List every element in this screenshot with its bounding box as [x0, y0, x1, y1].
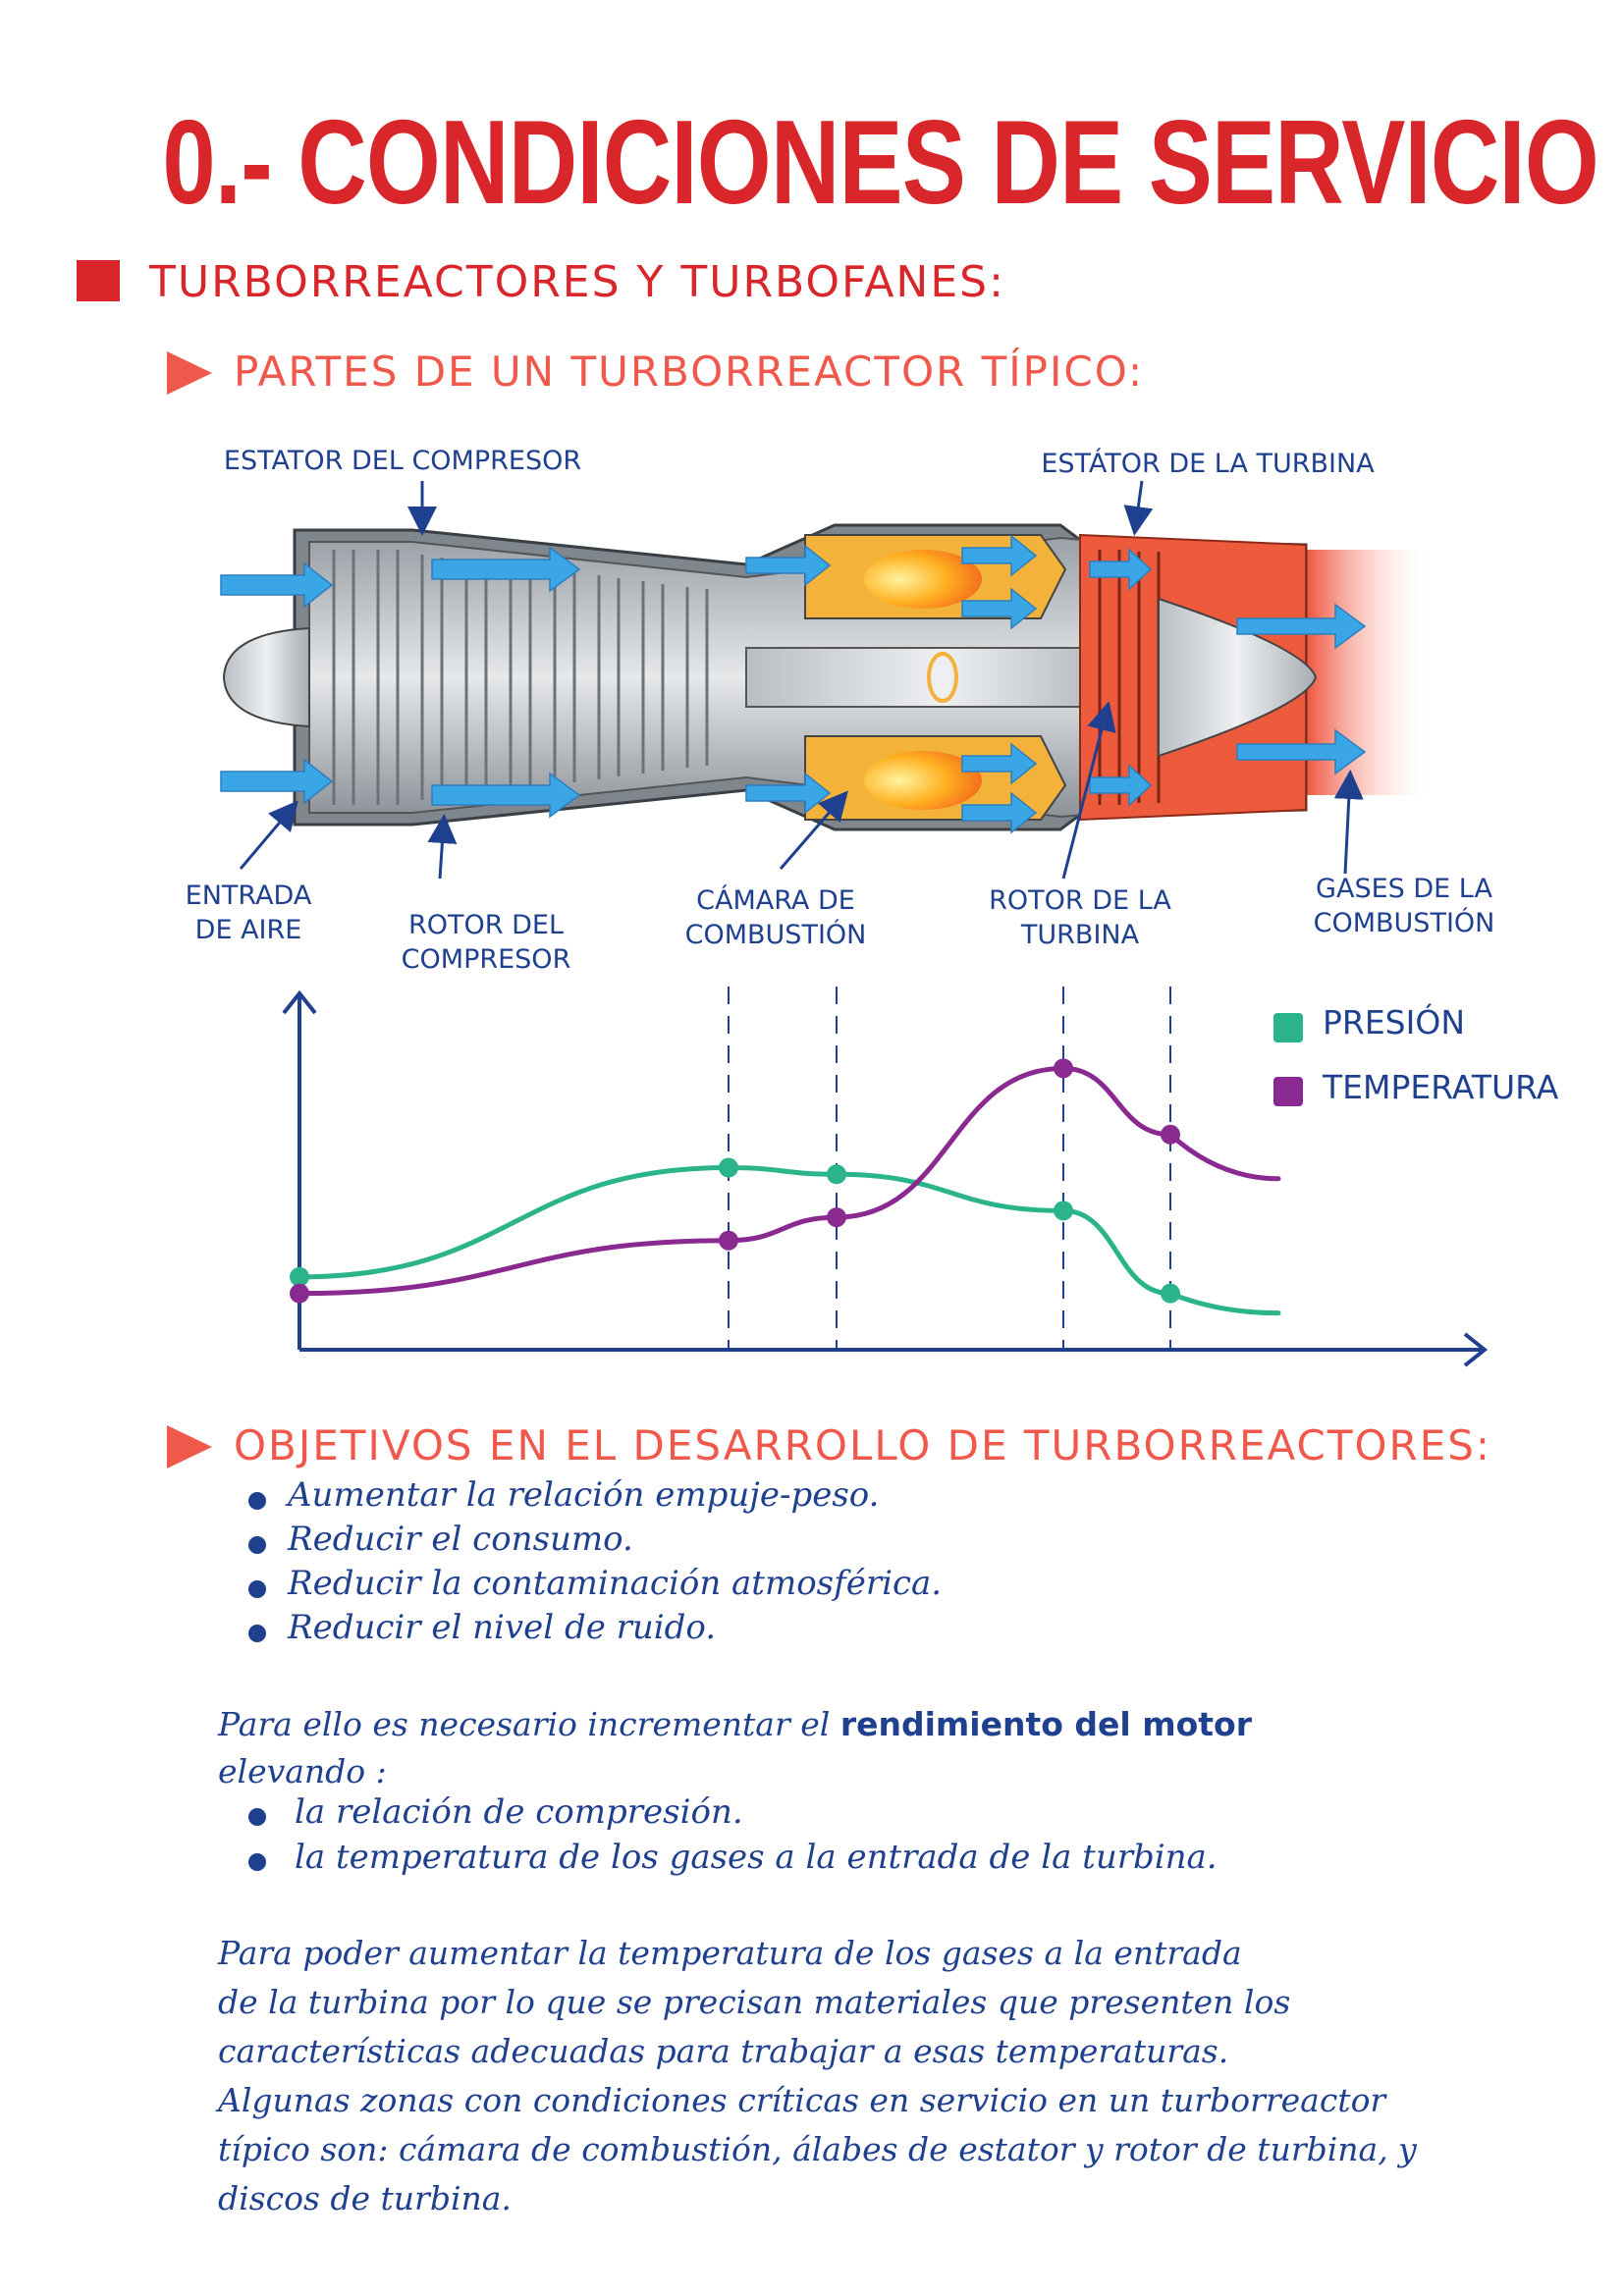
objective-item: Reducir el nivel de ruido.: [288, 1608, 717, 1647]
data-point-pressure: [719, 1158, 738, 1178]
paragraph-materiales: [218, 1929, 1612, 2223]
data-point-pressure: [1054, 1201, 1073, 1220]
label-estator-compresor: ESTATOR DEL COMPRESOR: [223, 446, 582, 476]
emphasis-text: rendimiento del motor: [839, 1705, 1252, 1743]
data-point-temperature: [1054, 1058, 1073, 1078]
label-camara-combustion: CÁMARA DE COMBUSTIÓN: [684, 885, 867, 951]
bullet-dot-icon: [248, 1492, 266, 1510]
label-rotor-turbina: ROTOR DE LA TURBINA: [989, 885, 1171, 951]
triangle-bullet-icon: [167, 1425, 212, 1468]
legend-label-temperature: TEMPERATURA: [1323, 1068, 1559, 1106]
series-line-temperature: [299, 1068, 1278, 1293]
data-point-pressure: [1161, 1284, 1180, 1304]
label-rotor-compresor: ROTOR DEL COMPRESOR: [401, 910, 571, 976]
data-point-temperature: [827, 1207, 846, 1227]
paragraph-line: características adecuadas para trabajar a esas temperaturas.: [218, 2032, 1229, 2070]
list-item: la temperatura de los gases a la entrada de la turbina.: [295, 1838, 1218, 1877]
label-entrada-aire: ENTRADA DE AIRE: [185, 881, 312, 946]
page-title: 0.- CONDICIONES DE SERVICIO: [162, 95, 1598, 229]
paragraph-line: discos de turbina.: [218, 2179, 512, 2217]
paragraph-line: Algunas zonas con condiciones críticas en servicio en un turborreactor: [218, 2081, 1386, 2119]
legend-label-pressure: PRESIÓN: [1323, 1003, 1466, 1041]
data-point-temperature: [719, 1231, 738, 1251]
legend-swatch-temperature: [1273, 1077, 1303, 1106]
bullet-dot-icon: [248, 1536, 266, 1554]
data-point-temperature: [1161, 1125, 1180, 1145]
section-heading: TURBORREACTORES Y TURBOFANES:: [149, 257, 1005, 307]
series-line-pressure: [299, 1168, 1278, 1313]
list-item: la relación de compresión.: [295, 1792, 743, 1832]
objective-item: Reducir la contaminación atmosférica.: [288, 1564, 943, 1603]
bullet-dot-icon: [248, 1625, 266, 1642]
objective-item: Aumentar la relación empuje-peso.: [288, 1475, 880, 1515]
data-point-pressure: [827, 1164, 846, 1184]
paragraph-rendimiento: [218, 1700, 1593, 1749]
objective-item: Reducir el consumo.: [288, 1520, 633, 1559]
paragraph-text: Para ello es necesario incrementar el: [218, 1705, 840, 1743]
bullet-dot-icon: [248, 1580, 266, 1598]
paragraph-line: típico son: cámara de combustión, álabes de estator y rotor de turbina, y: [218, 2130, 1417, 2168]
label-gases-combustion: GASES DE LA COMBUSTIÓN: [1313, 874, 1495, 939]
paragraph-line: Para poder aumentar la temperatura de los gases a la entrada: [218, 1934, 1242, 1972]
subheading-objectives: OBJETIVOS EN EL DESARROLLO DE TURBORREACTORES:: [234, 1421, 1492, 1469]
bullet-dot-icon: [248, 1808, 266, 1826]
subheading-parts: PARTES DE UN TURBORREACTOR TÍPICO:: [234, 347, 1145, 396]
data-point-temperature: [290, 1284, 309, 1304]
paragraph-text: elevando :: [218, 1752, 387, 1790]
bullet-dot-icon: [248, 1853, 266, 1871]
label-estator-turbina: ESTÁTOR DE LA TURBINA: [1041, 449, 1375, 479]
paragraph-line: de la turbina por lo que se precisan materiales que presenten los: [218, 1983, 1291, 2021]
legend-swatch-pressure: [1273, 1013, 1303, 1042]
